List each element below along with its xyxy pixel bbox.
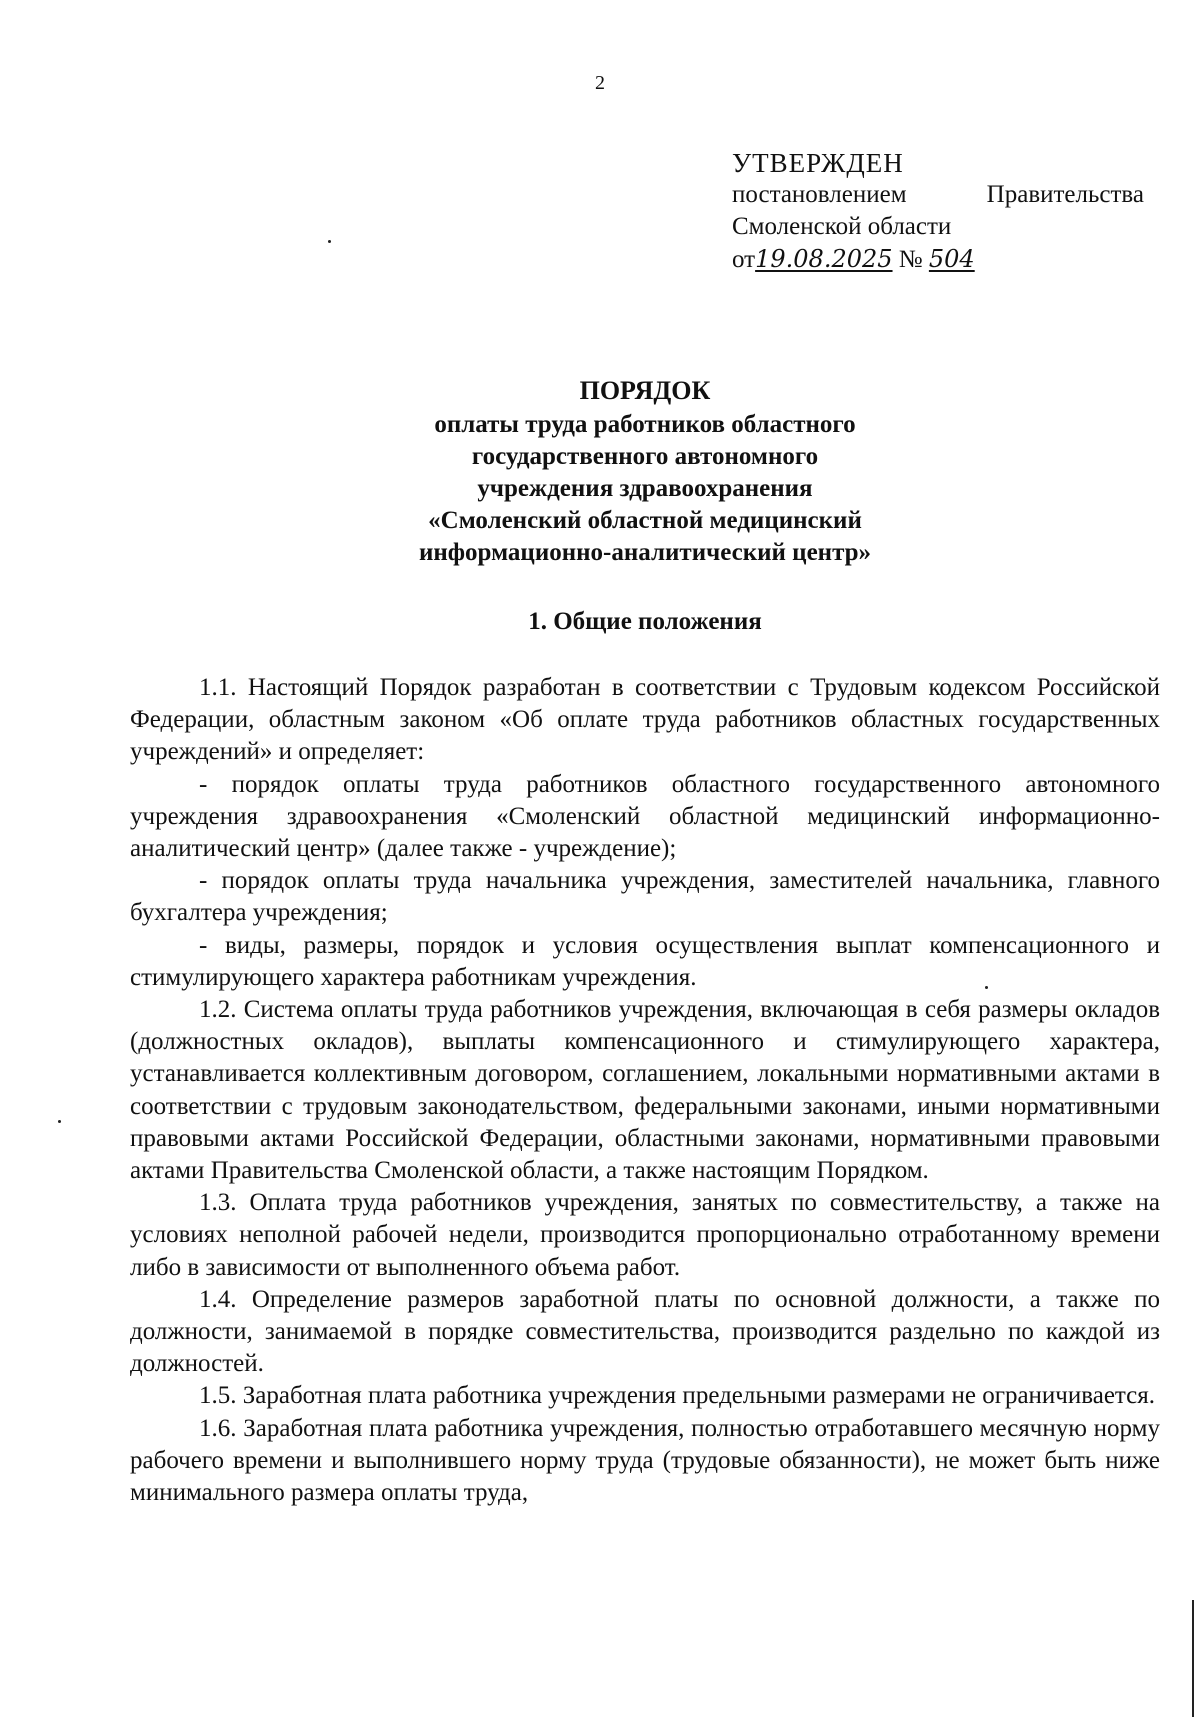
title-line: оплаты труда работников областного	[434, 411, 856, 438]
approval-line-1-left: постановлением	[732, 181, 907, 208]
scan-speck	[58, 1120, 61, 1123]
approval-block	[732, 147, 1144, 276]
title-line: «Смоленский областной медицинский	[428, 507, 862, 534]
bullet-item: - виды, размеры, порядок и условия осуществления выплат компенсационного и стимулирующего характера работникам учреждения.	[130, 931, 1160, 991]
bullet-item: - порядок оплаты труда работников областного государственного автономного учреждения здравоохранения «Смоленский областной медицинский информационно-аналитический центр» (далее также - учреждение);	[130, 770, 1160, 863]
handwritten-date: 19.08.2025	[755, 245, 893, 273]
paragraph-1-3: 1.3. Оплата труда работников учреждения, занятых по совместительству, а также на условиях неполной рабочей недели, производится пропорционально отработанному времени либо в зависимости от выполненного объема работ.	[130, 1189, 1160, 1281]
approval-date-line	[732, 243, 1144, 276]
document-title	[130, 375, 1160, 569]
paragraph-1-5: 1.5. Заработная плата работника учреждения предельными размерами не ограничивается.	[199, 1382, 1156, 1410]
approval-line-2: Смоленской области	[732, 213, 952, 240]
title-line: учреждения здравоохранения	[477, 475, 813, 502]
paragraph-1-4: 1.4. Определение размеров заработной платы по основной должности, а также по должности, занимаемой в порядке совместительства, производится раздельно по каждой из должностей.	[130, 1285, 1160, 1378]
scan-speck	[985, 986, 988, 989]
paragraph-1-6: 1.6. Заработная плата работника учреждения, полностью отработавшего месячную норму рабочего времени и выполнившего норму труда (трудовые обязанности), не может быть ниже минимального размера оплаты труда,	[130, 1414, 1160, 1507]
date-prefix: от	[732, 246, 756, 273]
paragraph-1-1: 1.1. Настоящий Порядок разработан в соответствии с Трудовым кодексом Российской Федерации, областным законом «Об оплате труда работников областных государственных учреждений» и определяет:	[130, 674, 1160, 766]
handwritten-number: 504	[928, 245, 975, 273]
scan-speck	[328, 240, 331, 243]
approval-line-1	[732, 179, 1144, 211]
approval-stamp: УТВЕРЖДЕН	[732, 148, 904, 178]
approval-line-1-right: Правительства	[986, 181, 1144, 208]
section-heading: 1. Общие положения	[528, 608, 762, 635]
number-sign: №	[898, 246, 923, 273]
bullet-item: - порядок оплаты труда начальника учреждения, заместителей начальника, главного бухгалтера учреждения;	[130, 867, 1160, 927]
section-body	[130, 672, 1160, 1509]
page-number: 2	[595, 72, 605, 94]
title-line: информационно-аналитический центр»	[418, 539, 872, 566]
paragraph-1-2: 1.2. Система оплаты труда работников учреждения, включающая в себя размеры окладов (должностных окладов), выплаты компенсационного и стимулирующего характера, устанавливается коллективным договором, соглашением, локальными нормативными актами в соответствии с трудовым законодательством, федеральными законами, иными нормативными правовыми актами Российской Федерации, областными законами, нормативными правовыми актами Правительства Смоленской области, а также настоящим Порядком.	[130, 996, 1160, 1185]
scan-edge-mark	[1192, 1600, 1194, 1717]
title-line: государственного автономного	[471, 443, 819, 470]
title-main: ПОРЯДОК	[579, 376, 711, 405]
